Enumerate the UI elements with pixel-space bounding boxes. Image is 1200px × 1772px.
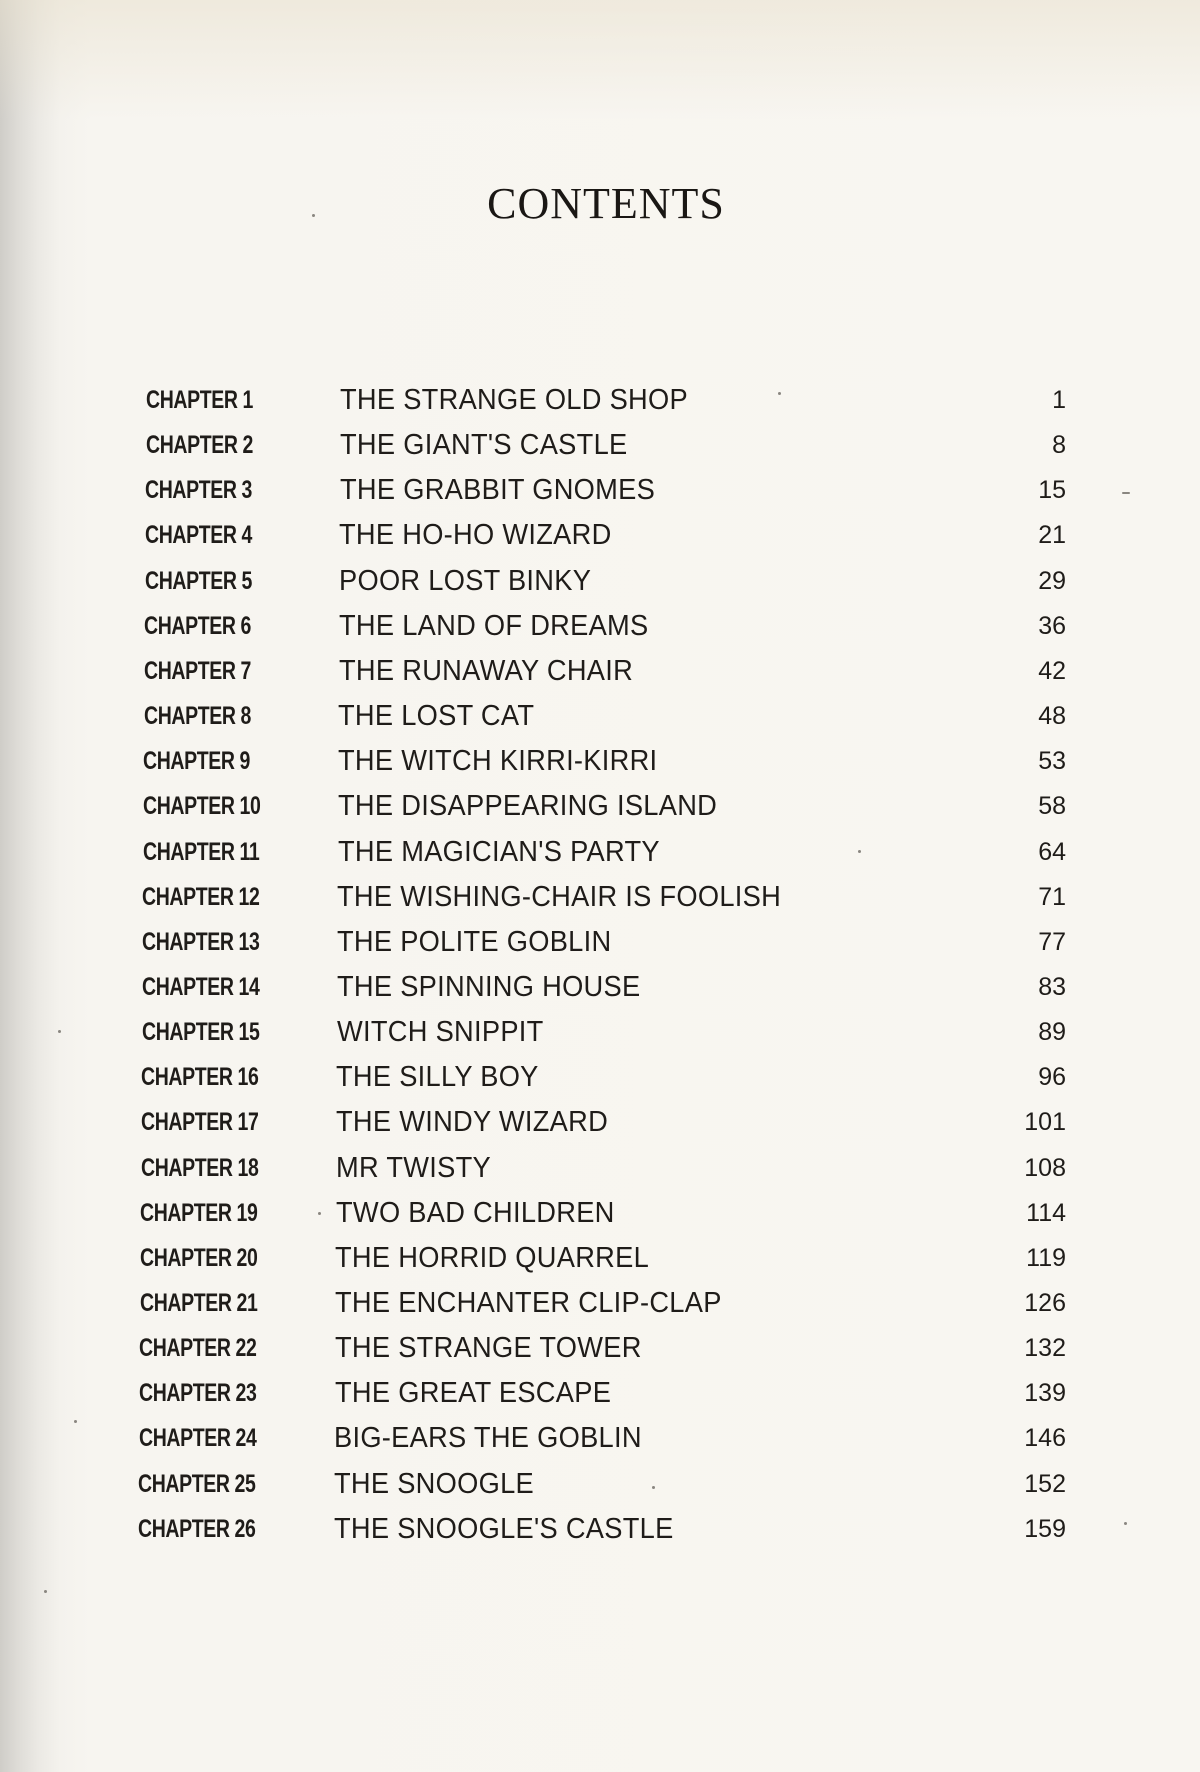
chapter-label: CHAPTER 18 [140, 1153, 259, 1182]
print-speck [58, 1030, 61, 1033]
chapter-label: CHAPTER 5 [144, 566, 252, 595]
print-speck [1124, 1522, 1127, 1525]
toc-row [0, 1148, 1200, 1192]
chapter-label: CHAPTER 21 [139, 1289, 258, 1317]
print-speck [312, 214, 315, 217]
chapter-label: CHAPTER 7 [144, 656, 252, 685]
chapter-label: CHAPTER 16 [141, 1063, 259, 1092]
chapter-label: CHAPTER 3 [145, 476, 253, 505]
toc-row [0, 1328, 1200, 1372]
chapter-label: CHAPTER 24 [138, 1424, 257, 1453]
chapter-label: CHAPTER 13 [142, 927, 260, 956]
chapter-title: THE STRANGE OLD SHOP [340, 384, 688, 416]
chapter-label: CHAPTER 26 [138, 1514, 256, 1543]
chapter-label: CHAPTER 11 [142, 837, 260, 866]
chapter-title: THE WINDY WIZARD [336, 1106, 609, 1139]
toc-row [0, 832, 1200, 876]
toc-row [0, 877, 1200, 921]
toc-row [0, 1283, 1200, 1327]
page-number: 119 [1026, 1243, 1066, 1272]
page-number: 71 [1038, 882, 1066, 911]
chapter-title: THE SILLY BOY [336, 1061, 540, 1094]
chapter-label: CHAPTER 6 [144, 611, 252, 640]
chapter-label: CHAPTER 1 [146, 386, 254, 414]
print-speck [858, 850, 861, 853]
toc-row [0, 967, 1200, 1011]
print-speck [44, 1590, 47, 1593]
page-number: 139 [1024, 1379, 1066, 1408]
print-speck [318, 1212, 321, 1215]
page-number: 77 [1038, 927, 1066, 956]
chapter-label: CHAPTER 10 [143, 792, 261, 821]
chapter-title: THE GIANT'S CASTLE [339, 429, 628, 462]
chapter-title: THE RUNAWAY CHAIR [338, 654, 633, 687]
page-number: 126 [1024, 1289, 1066, 1317]
toc-row [0, 425, 1200, 469]
chapter-label: CHAPTER 2 [145, 431, 253, 460]
chapter-title: THE GRABBIT GNOMES [339, 474, 655, 507]
page-number: 89 [1038, 1018, 1066, 1047]
page-number: 8 [1052, 431, 1066, 460]
page-number: 15 [1038, 476, 1066, 505]
toc-row [0, 380, 1200, 424]
toc-row [0, 1373, 1200, 1417]
chapter-title: THE ENCHANTER CLIP-CLAP [335, 1287, 722, 1319]
toc-row [0, 561, 1200, 605]
chapter-title: THE POLITE GOBLIN [337, 925, 612, 958]
chapter-label: CHAPTER 15 [141, 1018, 259, 1047]
chapter-title: TWO BAD CHILDREN [335, 1196, 615, 1229]
page-number: 108 [1024, 1153, 1066, 1182]
chapter-title: THE DISAPPEARING ISLAND [337, 790, 717, 823]
page-number: 159 [1024, 1514, 1066, 1543]
page-number: 1 [1052, 386, 1066, 414]
toc-row [0, 1509, 1200, 1553]
toc-row [0, 741, 1200, 785]
chapter-title: WITCH SNIPPIT [336, 1016, 544, 1049]
chapter-title: THE STRANGE TOWER [334, 1332, 642, 1365]
chapter-title: THE LOST CAT [338, 700, 535, 733]
chapter-title: POOR LOST BINKY [339, 564, 592, 597]
page-number: 101 [1024, 1108, 1066, 1137]
chapter-title: THE HORRID QUARREL [335, 1241, 650, 1274]
toc-row [0, 1464, 1200, 1508]
page-number: 58 [1038, 792, 1066, 821]
chapter-title: THE WISHING-CHAIR IS FOOLISH [337, 880, 782, 913]
toc-row [0, 1012, 1200, 1056]
chapter-label: CHAPTER 8 [143, 702, 251, 731]
chapter-title: MR TWISTY [335, 1151, 491, 1184]
page-number: 64 [1038, 837, 1066, 866]
page-number: 83 [1038, 972, 1066, 1001]
chapter-label: CHAPTER 12 [142, 882, 260, 911]
chapter-title: THE MAGICIAN'S PARTY [337, 835, 660, 868]
chapter-title: THE LAND OF DREAMS [338, 609, 649, 642]
chapter-title: THE SNOOGLE [334, 1467, 535, 1500]
print-speck [1122, 492, 1130, 494]
toc-row [0, 696, 1200, 740]
page-number: 146 [1024, 1424, 1066, 1453]
toc-row [0, 1102, 1200, 1146]
page-number: 36 [1038, 611, 1066, 640]
toc-row [0, 470, 1200, 514]
chapter-label: CHAPTER 14 [141, 972, 260, 1001]
page-number: 48 [1038, 702, 1066, 731]
page-number: 114 [1026, 1198, 1066, 1227]
chapter-label: CHAPTER 23 [138, 1379, 257, 1408]
page-number: 132 [1024, 1334, 1066, 1363]
toc-row [0, 1193, 1200, 1237]
toc-row [0, 786, 1200, 830]
chapter-label: CHAPTER 19 [140, 1198, 258, 1227]
toc-row [0, 1057, 1200, 1101]
chapter-title: THE GREAT ESCAPE [334, 1377, 611, 1410]
page-number: 152 [1024, 1469, 1066, 1498]
chapter-label: CHAPTER 22 [139, 1334, 257, 1363]
chapter-label: CHAPTER 25 [138, 1469, 256, 1498]
chapter-label: CHAPTER 20 [139, 1243, 258, 1272]
chapter-label: CHAPTER 4 [145, 521, 253, 550]
chapter-title: THE HO-HO WIZARD [339, 519, 612, 552]
toc-row [0, 1418, 1200, 1462]
page-number: 53 [1038, 747, 1066, 776]
chapter-title: BIG-EARS THE GOBLIN [334, 1422, 643, 1455]
print-speck [778, 392, 781, 395]
toc-row [0, 922, 1200, 966]
chapter-title: THE SPINNING HOUSE [336, 970, 641, 1003]
page-number: 96 [1038, 1063, 1066, 1092]
chapter-title: THE WITCH KIRRI-KIRRI [338, 745, 658, 778]
print-speck [652, 1486, 655, 1489]
contents-heading: CONTENTS [487, 179, 725, 228]
chapter-label: CHAPTER 17 [140, 1108, 259, 1137]
toc-row [0, 1238, 1200, 1282]
chapter-label: CHAPTER 9 [143, 747, 251, 776]
chapter-title: THE SNOOGLE'S CASTLE [334, 1512, 674, 1545]
print-speck [74, 1420, 77, 1423]
toc-row [0, 651, 1200, 695]
page-number: 42 [1038, 656, 1066, 685]
page-number: 21 [1038, 521, 1066, 550]
page-number: 29 [1038, 566, 1066, 595]
toc-row [0, 606, 1200, 650]
toc-row [0, 515, 1200, 559]
